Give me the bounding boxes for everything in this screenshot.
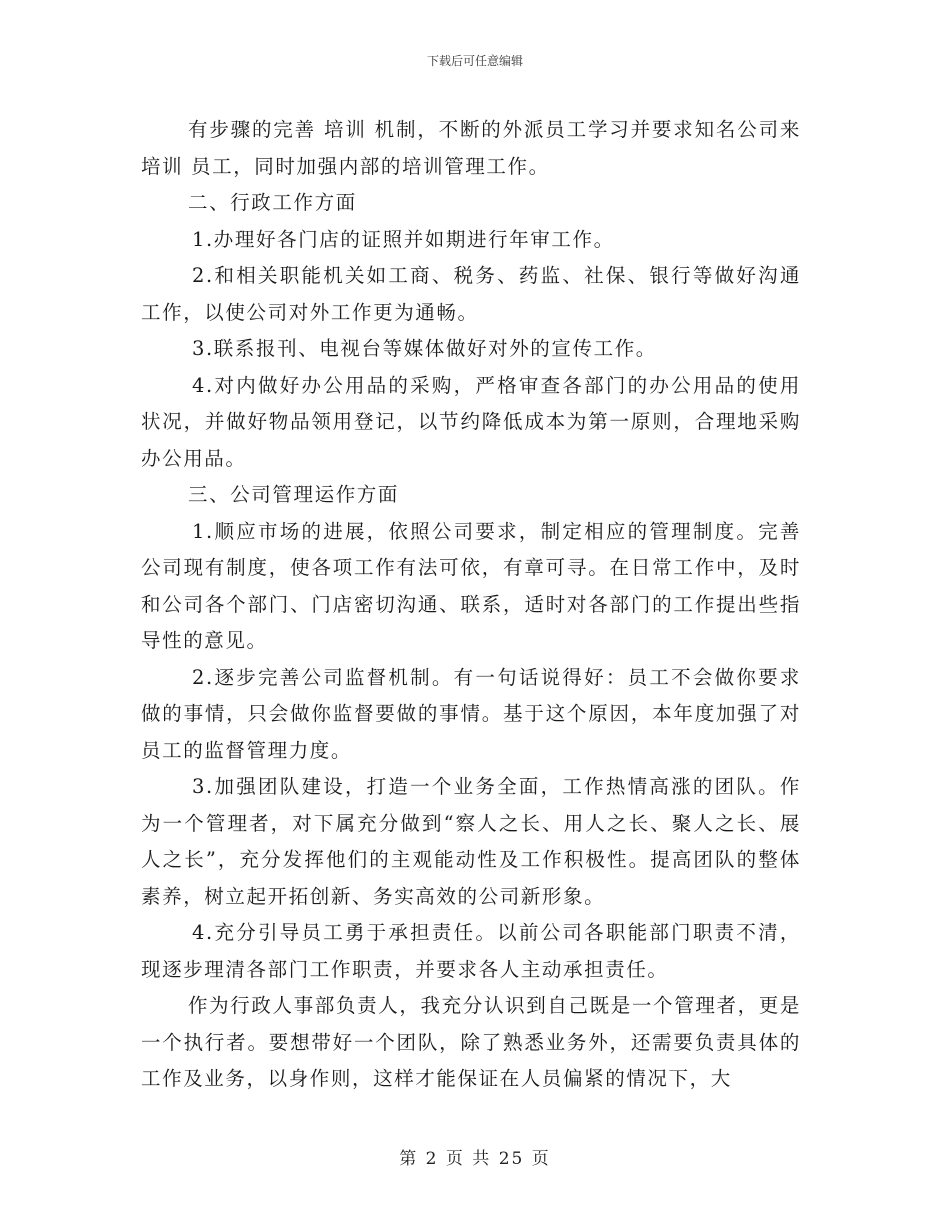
management-item-4: 4.充分引导员工勇于承担责任。以前公司各职能部门职责不清，现逐步理清各部门工作职责，并要求各人主动承担责任。: [141, 921, 801, 981]
page-header: 下载后可任意编辑: [426, 54, 523, 68]
section-heading-management: 三、公司管理运作方面: [188, 483, 400, 506]
document-body: [141, 112, 801, 1098]
admin-item-3: 3.联系报刊、电视台等媒体做好对外的宣传工作。: [192, 337, 657, 360]
admin-item-2: 2.和相关职能机关如工商、税务、药监、社保、银行等做好沟通工作，以使公司对外工作更为通畅。: [141, 264, 801, 324]
page-footer-pagination: 第 2 页 共 25 页: [399, 1149, 551, 1169]
admin-item-1: 1.办理好各门店的证照并如期进行年审工作。: [192, 227, 615, 251]
paragraph-training: 有步骤的完善 培训 机制，不断的外派员工学习并要求知名公司来 培训 员工，同时加强内部的培训管理工作。: [141, 118, 801, 178]
admin-item-4: 4.对内做好办公用品的采购，严格审查各部门的办公用品的使用状况，并做好物品领用登记，以节约降低成本为第一原则，合理地采购办公用品。: [141, 373, 801, 470]
management-item-1: 1.顺应市场的进展，依照公司要求，制定相应的管理制度。完善公司现有制度，使各项工作有法可依，有章可寻。在日常工作中，及时和公司各个部门、门店密切沟通、联系，适时对各部门的工作提出些指导性的意见。: [141, 519, 801, 652]
section-heading-admin: 二、行政工作方面: [188, 191, 357, 214]
paragraph-summary: 作为行政人事部负责人，我充分认识到自己既是一个管理者，更是一个执行者。要想带好一个团队，除了熟悉业务外，还需要负责具体的工作及业务，以身作则，这样才能保证在人员偏紧的情况下，大: [141, 994, 801, 1090]
management-item-2: 2.逐步完善公司监督机制。有一句话说得好：员工不会做你要求做的事情，只会做你监督要做的事情。基于这个原因，本年度加强了对员工的监督管理力度。: [141, 665, 801, 762]
management-item-3: 3.加强团队建设，打造一个业务全面，工作热情高涨的团队。作为一个管理者，对下属充分做到“察人之长、用人之长、聚人之长、展人之长”，充分发挥他们的主观能动性及工作积极性。提高团队的整体素养，树立起开拓创新、务实高效的公司新形象。: [141, 775, 801, 908]
